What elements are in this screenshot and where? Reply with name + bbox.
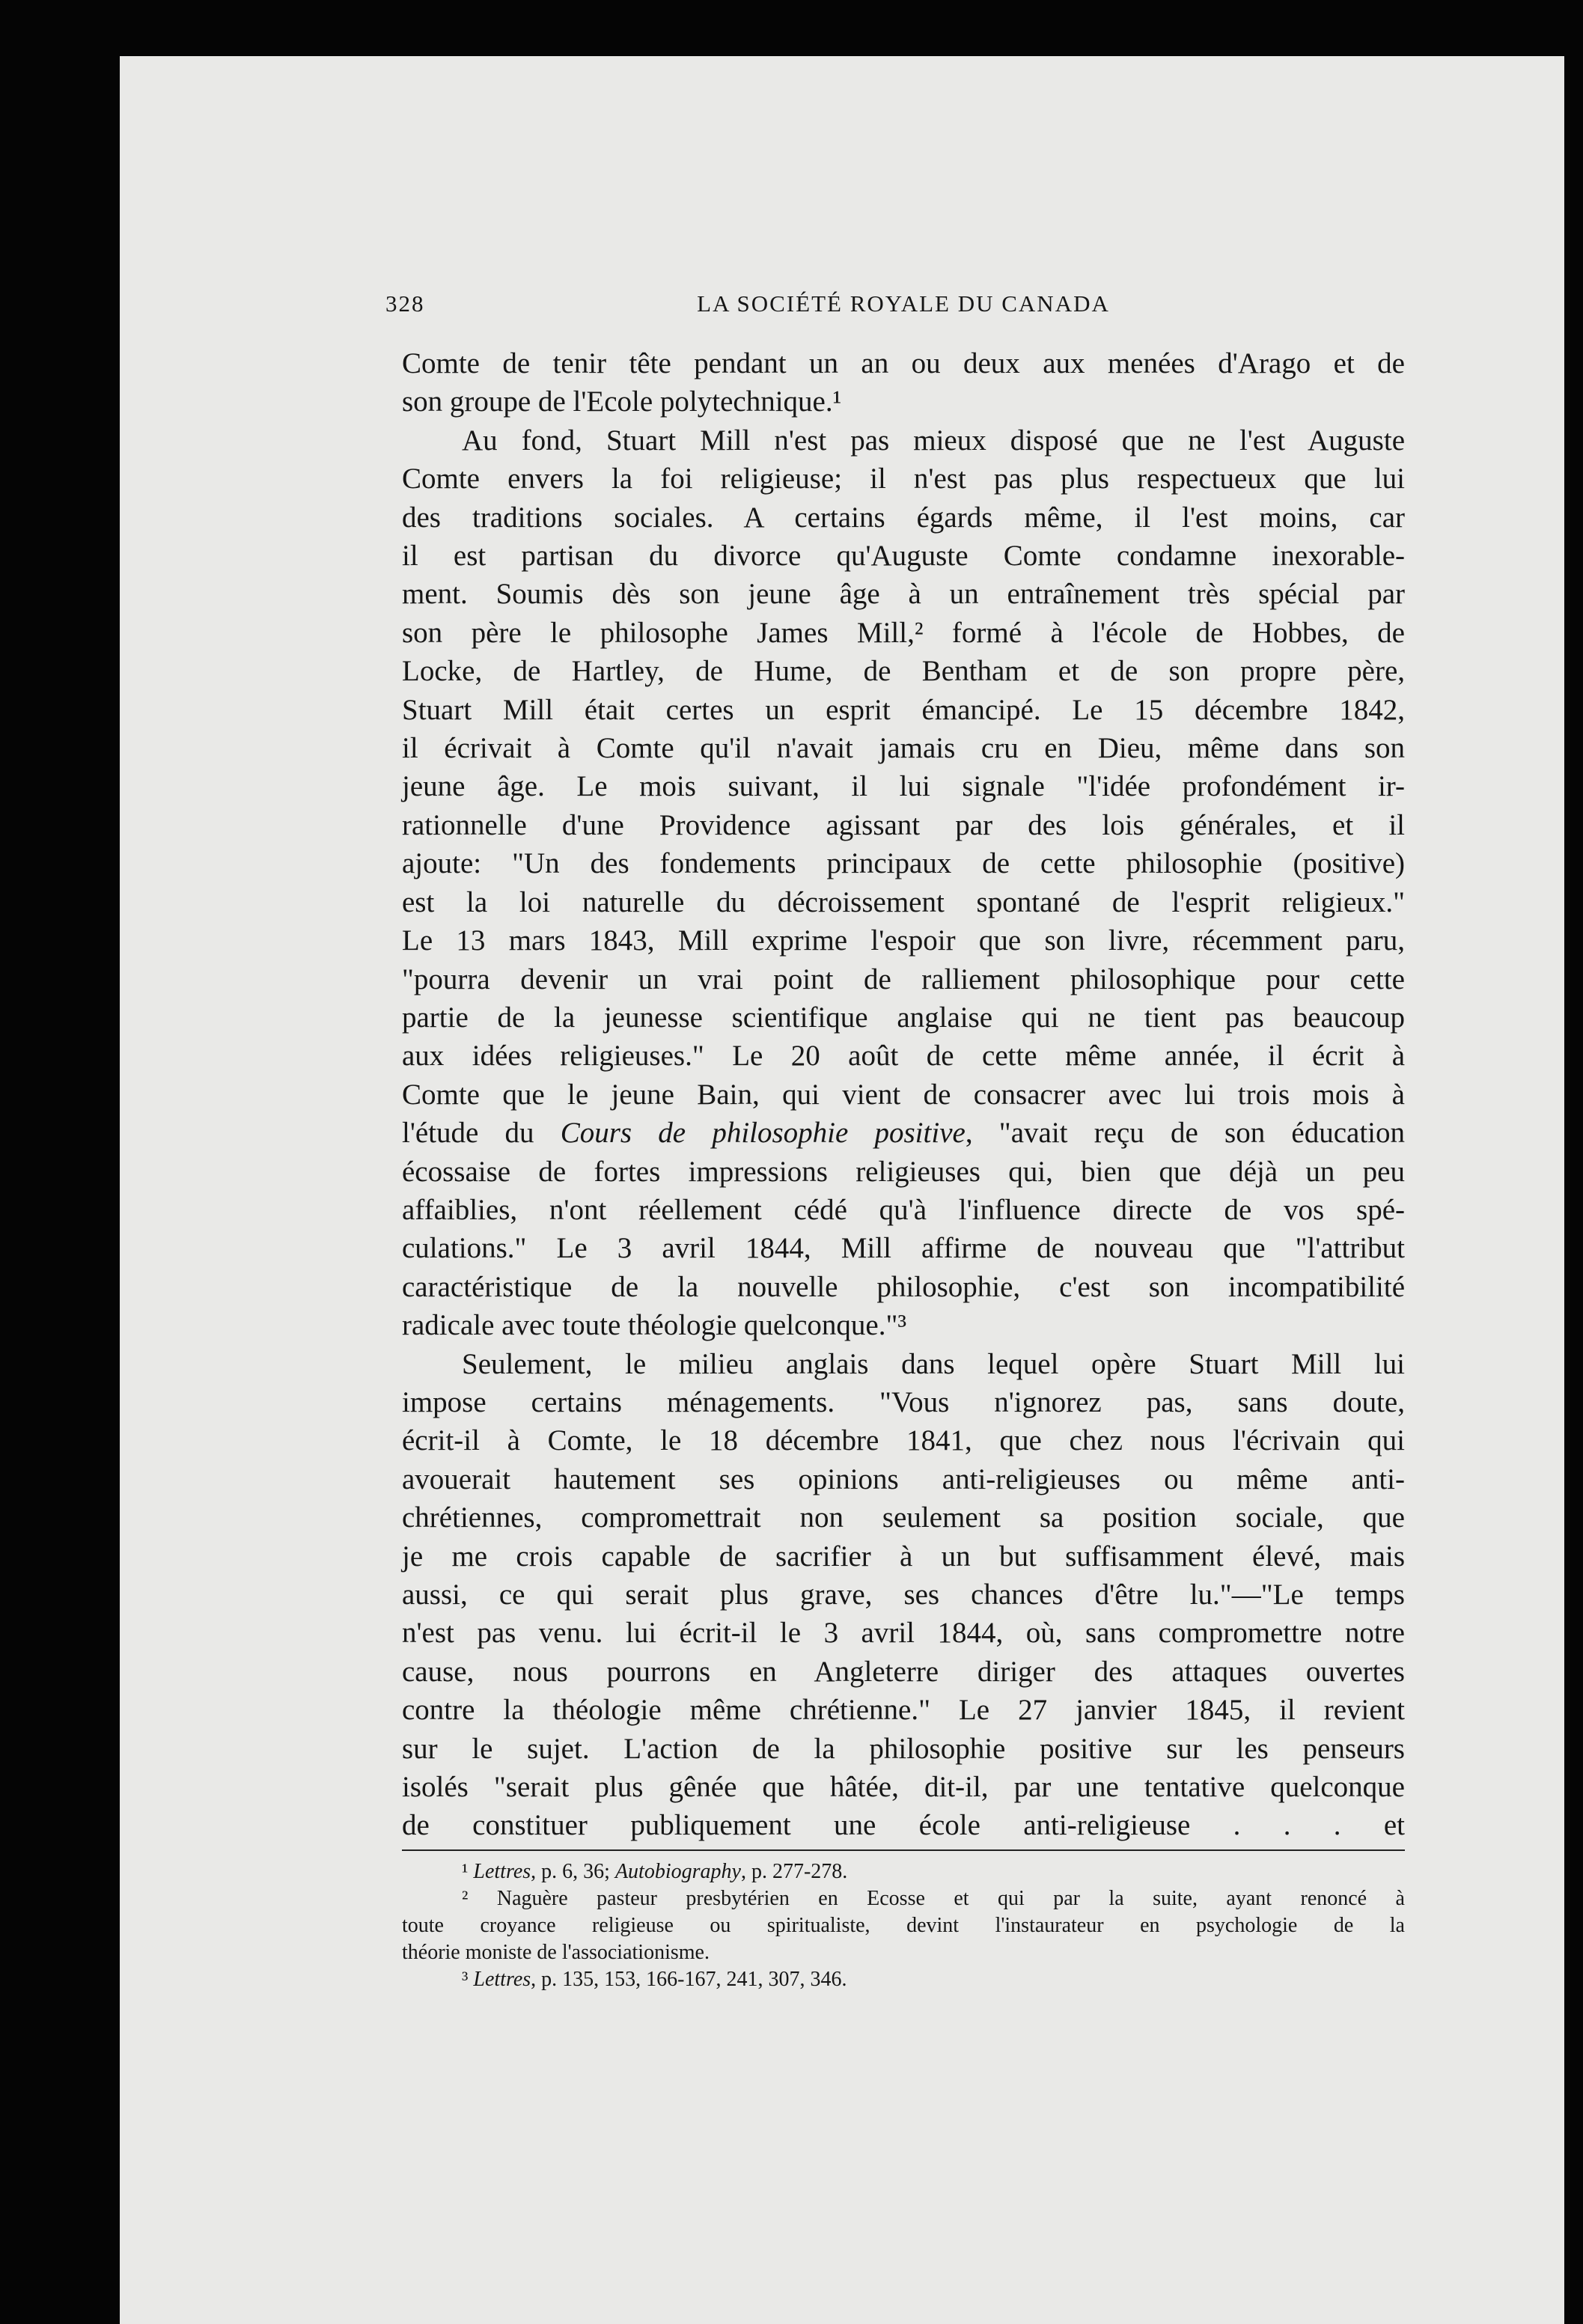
text-line: Au fond, Stuart Mill n'est pas mieux disposé que ne l'est Auguste [462,424,1405,457]
footnote-rule [402,1849,1405,1851]
text-line: culations." Le 3 avril 1844, Mill affirme de nouveau que "l'attribut [402,1232,1405,1265]
text-line: de constituer publiquement une école anti-religieuse . . . et [402,1809,1405,1842]
text-line: Comte envers la foi religieuse; il n'est pas plus respectueux que lui [402,463,1405,495]
text-line: son groupe de l'Ecole polytechnique.¹ [402,385,842,418]
text-line: il est partisan du divorce qu'Auguste Comte condamne inexorable- [402,540,1405,573]
text-line: sur le sujet. L'action de la philosophie positive sur les penseurs [402,1732,1405,1765]
body-text [402,344,1405,1845]
footnote-line: théorie moniste de l'associationisme. [402,1940,710,1964]
text-line: affaiblies, n'ont réellement cédé qu'à l'influence directe de vos spé- [402,1193,1405,1226]
text-line: partie de la jeunesse scientifique anglaise qui ne tient pas beaucoup [402,1001,1405,1034]
text-line: rationnelle d'une Providence agissant par des lois générales, et il [402,808,1405,841]
text-line: chrétiennes, compromettrait non seulement sa position sociale, que [402,1501,1405,1534]
footnote-line: ¹ Lettres, p. 6, 36; Autobiography, p. 277-278. [462,1859,848,1883]
text-line: Stuart Mill était certes un esprit émancipé. Le 15 décembre 1842, [402,693,1405,726]
page-text-block [385,284,1405,1993]
text-line: ment. Soumis dès son jeune âge à un entraînement très spécial par [402,578,1405,611]
text-line: cause, nous pourrons en Angleterre diriger des attaques ouvertes [402,1655,1405,1688]
text-line: aussi, ce qui serait plus grave, ses chances d'être lu."—"Le temps [402,1579,1405,1611]
text-line: des traditions sociales. A certains égards même, il l'est moins, car [402,501,1405,534]
text-line: est la loi naturelle du décroissement spontané de l'esprit religieux." [402,885,1405,918]
text-line: jeune âge. Le mois suivant, il lui signale "l'idée profondément ir- [402,770,1405,803]
text-line: "pourra devenir un vrai point de ralliement philosophique pour cette [402,963,1405,995]
text-line: Comte que le jeune Bain, qui vient de consacrer avec lui trois mois à [402,1078,1405,1111]
running-title: LA SOCIÉTÉ ROYALE DU CANADA [697,290,1110,317]
text-line: écrit-il à Comte, le 18 décembre 1841, que chez nous l'écrivain qui [402,1424,1405,1457]
text-line: caractéristique de la nouvelle philosophie, c'est son incompatibilité [402,1270,1405,1303]
text-line: Seulement, le milieu anglais dans lequel opère Stuart Mill lui [462,1347,1405,1380]
text-line: l'étude du Cours de philosophie positive, "avait reçu de son éducation [402,1117,1405,1150]
text-line: contre la théologie même chrétienne." Le 27 janvier 1845, il revient [402,1694,1405,1727]
text-line: Locke, de Hartley, de Hume, de Bentham et de son propre père, [402,655,1405,688]
text-line: n'est pas venu. lui écrit-il le 3 avril 1844, où, sans compromettre notre [402,1617,1405,1650]
text-line: Le 13 mars 1843, Mill exprime l'espoir que son livre, récemment paru, [402,924,1405,957]
page-number: 328 [385,290,425,317]
text-line: je me crois capable de sacrifier à un but suffisamment élevé, mais [402,1540,1405,1573]
text-line: avouerait hautement ses opinions anti-religieuses ou même anti- [402,1463,1405,1495]
text-line: aux idées religieuses." Le 20 août de cette même année, il écrit à [402,1040,1405,1073]
text-line: ajoute: "Un des fondements principaux de cette philosophie (positive) [402,847,1405,880]
text-line: radicale avec toute théologie quelconque."³ [402,1309,907,1342]
footnote-line: ³ Lettres, p. 135, 153, 166-167, 241, 307, 346. [462,1967,847,1991]
text-line: écossaise de fortes impressions religieuses qui, bien que déjà un peu [402,1155,1405,1188]
text-line: Comte de tenir tête pendant un an ou deux aux menées d'Arago et de [402,347,1405,379]
footnote-line: toute croyance religieuse ou spiritualiste, devint l'instaurateur en psychologie de la [402,1913,1405,1937]
footnote-line: ² Naguère pasteur presbytérien en Ecosse et qui par la suite, ayant renoncé à [462,1886,1405,1910]
text-line: il écrivait à Comte qu'il n'avait jamais cru en Dieu, même dans son [402,732,1405,765]
text-line: isolés "serait plus gênée que hâtée, dit-il, par une tentative quelconque [402,1771,1405,1804]
text-line: impose certains ménagements. "Vous n'ignorez pas, sans doute, [402,1385,1405,1418]
running-head [385,284,1405,344]
text-line: son père le philosophe James Mill,² formé à l'école de Hobbes, de [402,616,1405,649]
footnotes [402,1858,1405,1993]
